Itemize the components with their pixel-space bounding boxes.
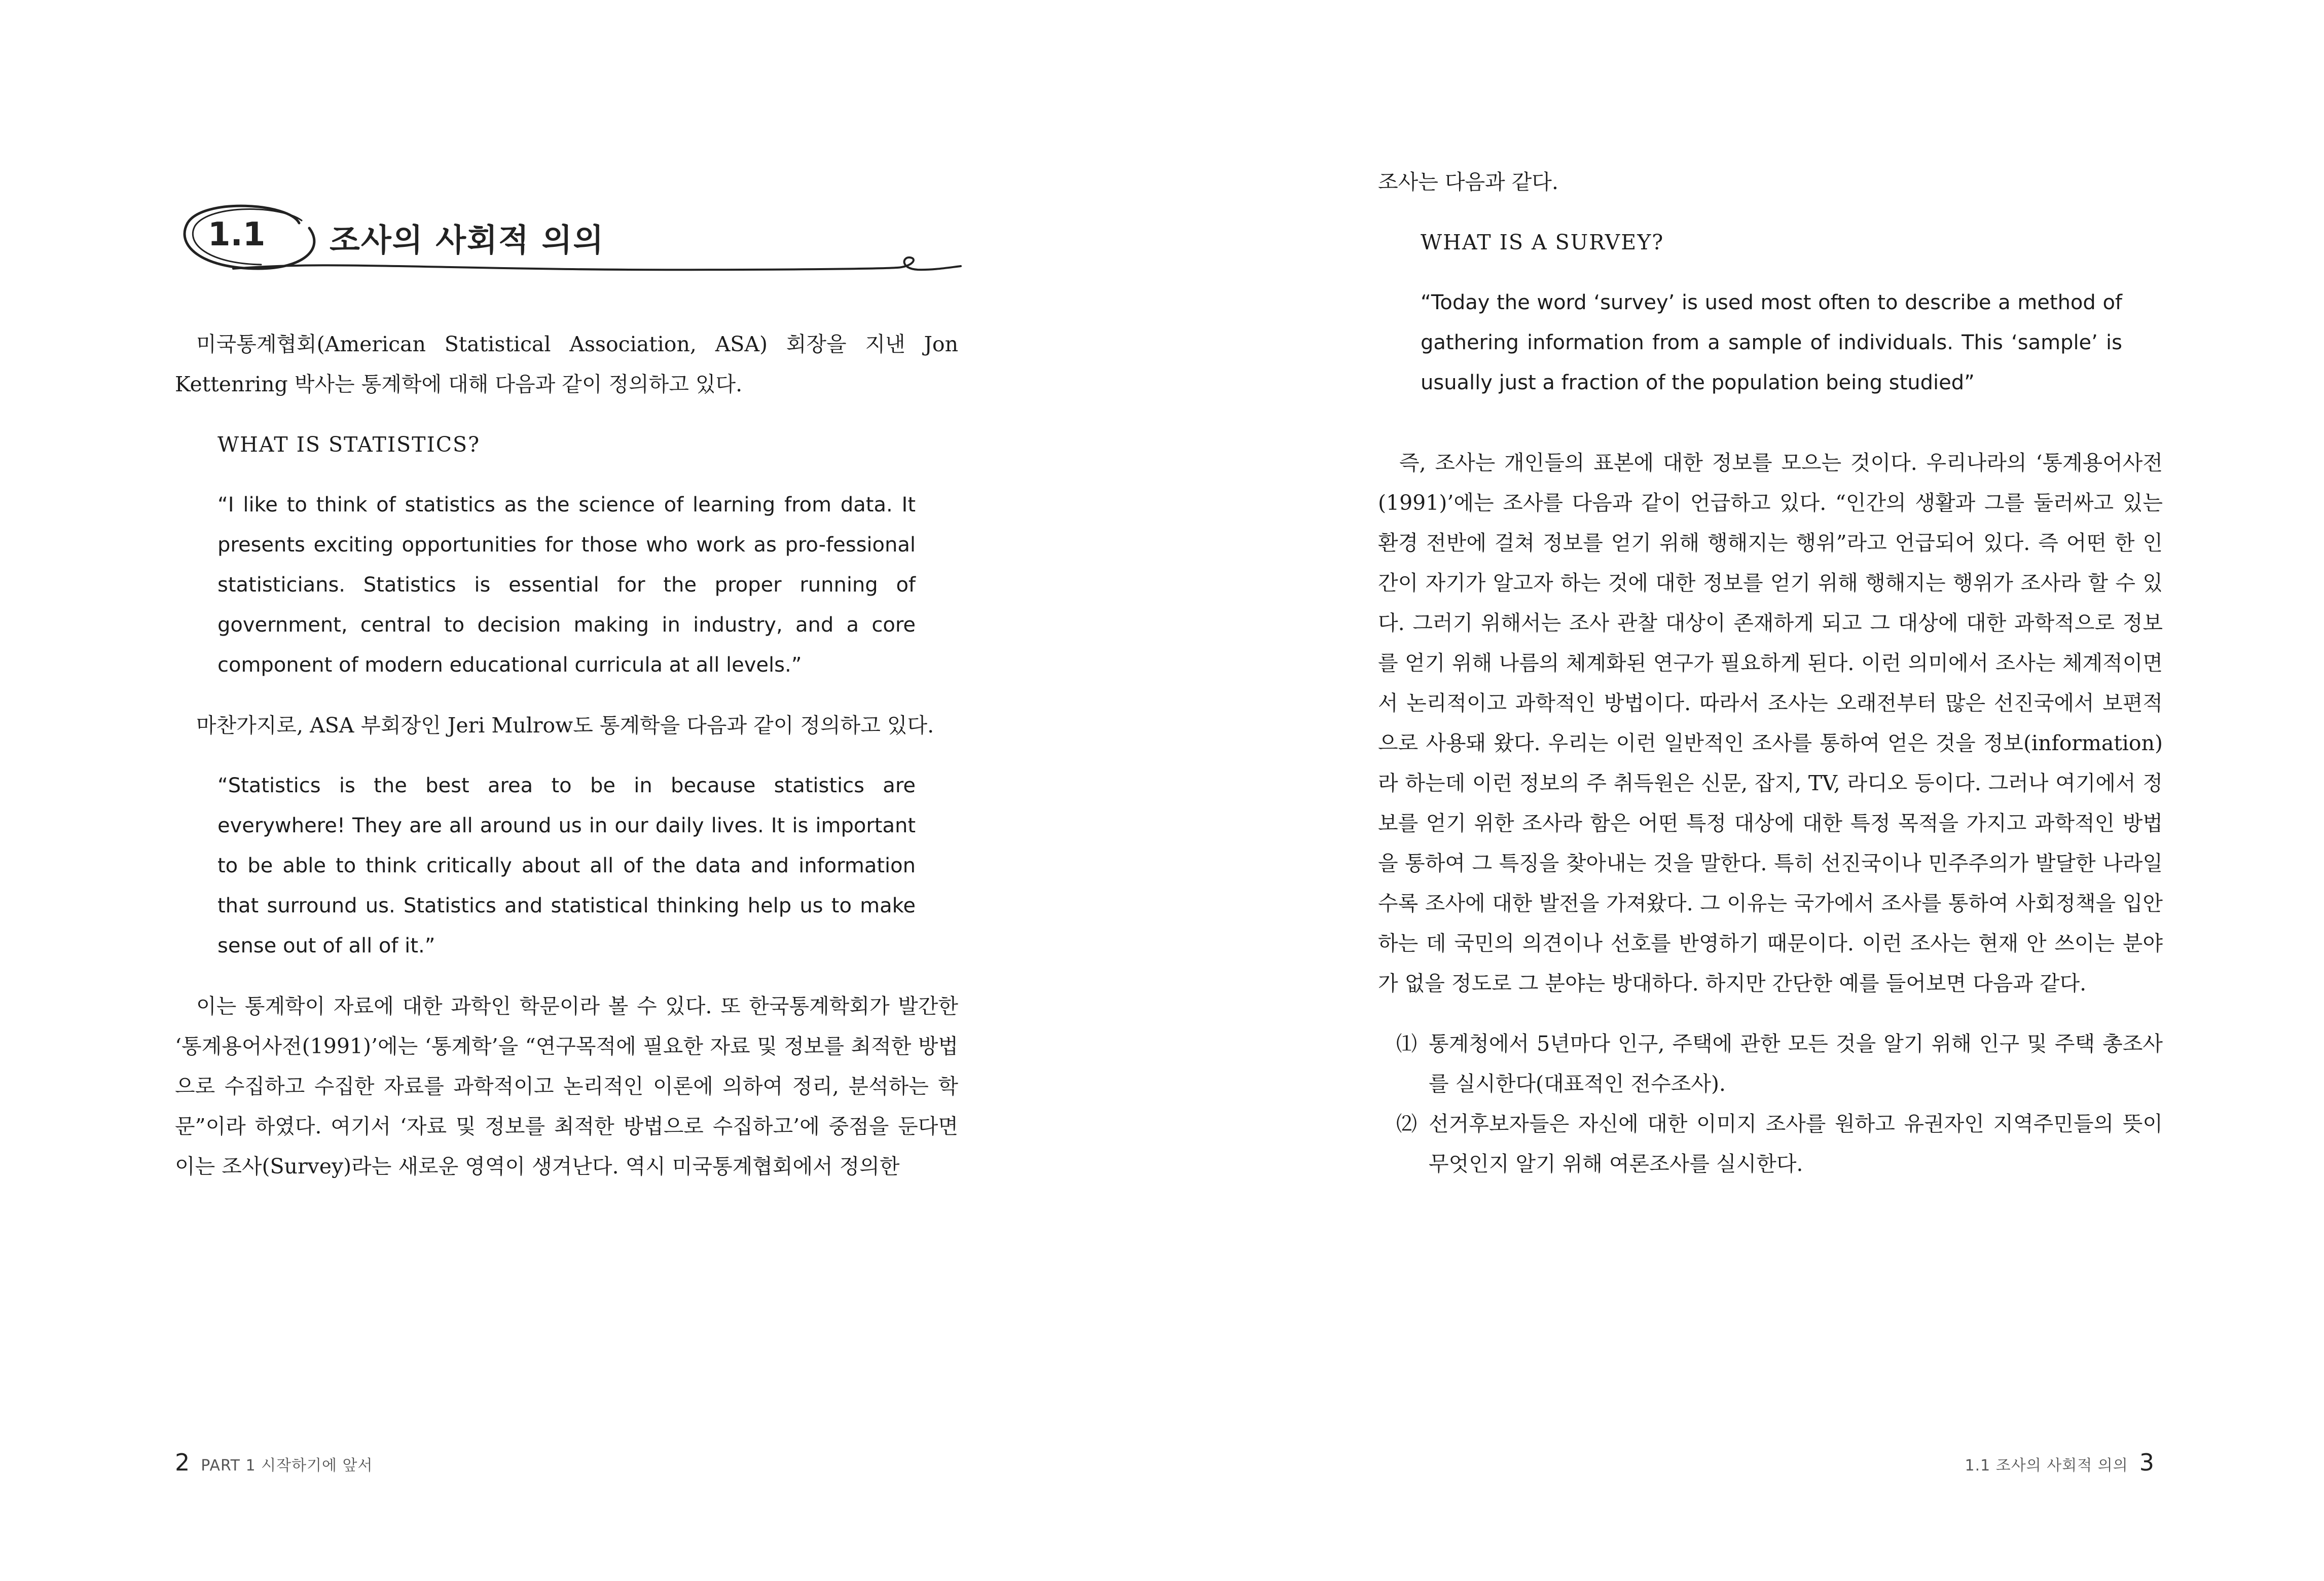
closing-paragraph: 이는 통계학이 자료에 대한 과학인 학문이라 볼 수 있다. 또 한국통계학회가 발간한 ‘통계용어사전(1991)’에는 ‘통계학’을 “연구목적에 필요한 자료 및 정보를 최적한 방법으로 수집하고 수집한 자료를 과학적이고 논리적인 이론에 의하여 정리, 분석하는 학문”이라 하였다. 여기서 ‘자료 및 정보를 최적한 방법으로 수집하고’에 중점을 둔다면 이는 조사(Survey)라는 새로운 영역이 생겨난다. 역시 미국통계협회에서 정의한 [175, 994, 958, 1179]
intro-paragraph: 미국통계협회(American Statistical Association, ASA) 회장을 지낸 Jon Kettenring 박사는 통계학에 대해 다음과 같이 정의하고 있다. [175, 332, 958, 396]
survey-quote-heading: WHAT IS A SURVEY? [1421, 230, 1664, 254]
survey-body-paragraph: 즉, 조사는 개인들의 표본에 대한 정보를 모으는 것이다. 우리나라의 ‘통계용어사전(1991)’에는 조사를 다음과 같이 언급하고 있다. “인간의 생활과 그를 둘러싸고 있는 환경 전반에 걸쳐 정보를 얻기 위해 행해지는 행위”라고 언급되어 있다. 즉 어떤 한 인간이 자기가 알고자 하는 것에 대한 정보를 얻기 위해 행해지는 행위가 조사라 할 수 있다. 그러기 위해서는 조사 관찰 대상이 존재하게 되고 그 대상에 대한 과학적으로 정보를 얻기 위해 나름의 체계화된 연구가 필요하게 된다. 이런 의미에서 조사는 체계적이면서 논리적이고 과학적인 방법이다. 따라서 조사는 오래전부터 많은 선진국에서 보편적으로 사용돼 왔다. 우리는 이런 일반적인 조사를 통하여 얻은 것을 정보(information)라 하는데 이런 정보의 주 취득원은 신문, 잡지, TV, 라디오 등이다. 그러나 여기에서 정보를 얻기 위한 조사라 함은 어떤 특정 대상에 대한 특정 목적을 가지고 과학적인 방법을 통하여 그 특징을 찾아내는 것을 말한다. 특히 선진국이나 민주주의가 발달한 나라일수록 조사에 대한 발전을 가져왔다. 그 이유는 국가에서 조사를 통하여 사회정책을 입안하는 데 국민의 의견이나 선호를 반영하기 때문이다. 이런 조사는 현재 안 쓰이는 분야가 없을 정도로 그 분야는 방대하다. 하지만 간단한 예를 들어보면 다음과 같다. [1378, 451, 2163, 996]
survey-quote-text: “Today the word ‘survey’ is used most often to describe a method of gathering information from a sample of individuals. This ‘sample’ is usually just a fraction of the population being studied” [1421, 291, 2122, 394]
right-page [1162, 0, 2324, 1581]
quote1-text: “I like to think of statistics as the science of learning from data. It presents exciting opportunities for those who work as pro-fessional statisticians. Statistics is essential for the proper running of government, central to decision making in industry, and a core component of modern educational curricula at all levels.” [217, 493, 916, 677]
part-label: PART 1 시작하기에 앞서 [201, 1457, 373, 1475]
right-column [1378, 162, 2163, 1184]
page-number-left: 2 [175, 1449, 190, 1476]
list-item-text: 선거후보자들은 자신에 대한 이미지 조사를 원하고 유권자인 지역주민들의 뜻이 무엇인지 알기 위해 여론조사를 실시한다. [1429, 1112, 2163, 1176]
section-heading [172, 193, 963, 289]
left-column [175, 324, 958, 1187]
section-title: 조사의 사회적 의의 [330, 222, 605, 259]
mid-paragraph: 마찬가지로, ASA 부회장인 Jeri Mulrow도 통계학을 다음과 같이 정의하고 있다. [196, 713, 934, 738]
list-marker: ⑴ [1396, 1032, 1417, 1056]
list-item [1396, 1024, 2163, 1104]
quote1-heading: WHAT IS STATISTICS? [217, 432, 481, 457]
list-item [1396, 1104, 2163, 1184]
right-footer [1965, 1449, 2154, 1476]
list-item-text: 통계청에서 5년마다 인구, 주택에 관한 모든 것을 알기 위해 인구 및 주택 총조사를 실시한다(대표적인 전수조사). [1429, 1032, 2163, 1096]
section-label: 1.1 조사의 사회적 의의 [1965, 1457, 2128, 1475]
quote2-text: “Statistics is the best area to be in because statistics are everywhere! They are all around us in our daily lives. It is important to be able to think critically about all of the data and information that surround us. Statistics and statistical thinking help us to make sense out of all of it.” [217, 774, 916, 958]
continuation-line: 조사는 다음과 같다. [1378, 170, 1558, 194]
page-number-right: 3 [2139, 1449, 2154, 1476]
section-number: 1.1 [208, 216, 266, 253]
list-marker: ⑵ [1396, 1112, 1417, 1136]
left-footer [175, 1449, 373, 1476]
